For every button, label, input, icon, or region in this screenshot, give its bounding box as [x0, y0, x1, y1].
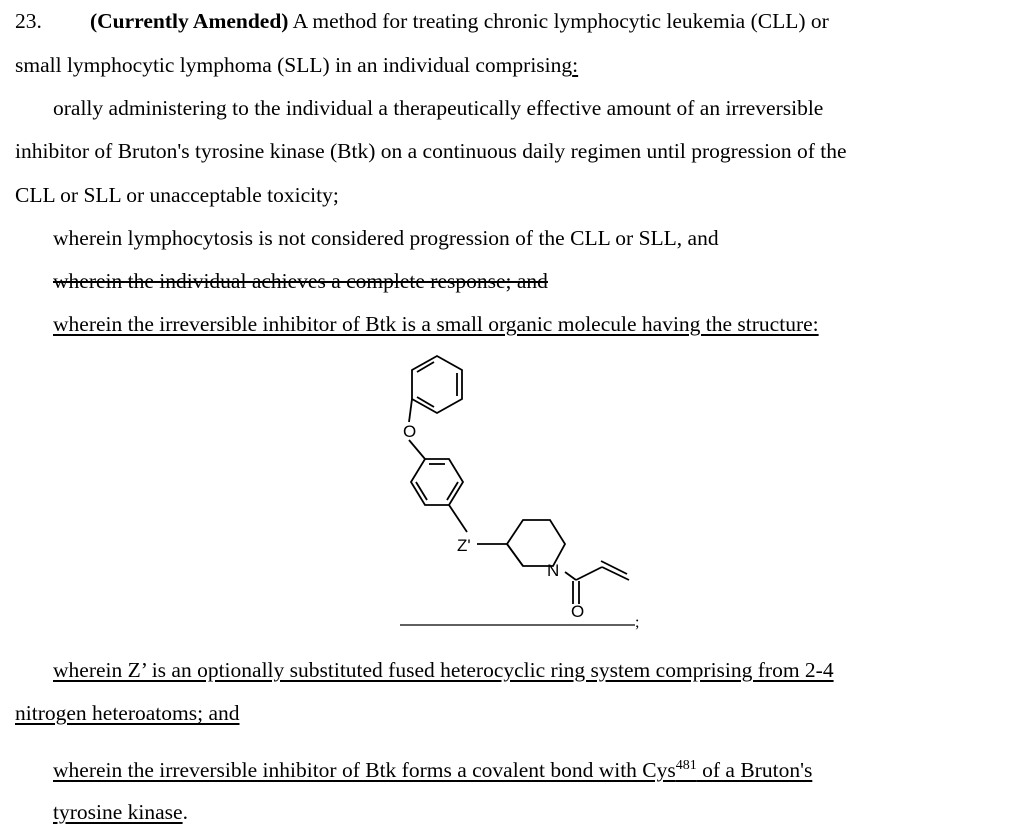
phenyl-ring-middle [411, 459, 463, 505]
covalent-pre-text: wherein the irreversible inhibitor of Btk forms a covalent bond with Cys [53, 758, 676, 782]
amendment-status: (Currently Amended) [90, 9, 289, 33]
step-line-2 [15, 136, 847, 166]
claim-preamble-part1: A method for treating chronic lymphocytic leukemia (CLL) or [288, 9, 829, 33]
z-definition-text-2: nitrogen heteroatoms; and [15, 701, 240, 725]
wherein-lymphocytosis-text: wherein lymphocytosis is not considered progression of the CLL or SLL, and [53, 226, 719, 250]
z-prime-label: Z' [457, 536, 471, 555]
added-structure-clause-text: wherein the irreversible inhibitor of Btk is a small organic molecule having the structure: [53, 312, 819, 336]
deleted-clause-text: wherein the individual achieves a complete response; and [53, 269, 548, 293]
cys-residue-number: 481 [675, 758, 697, 773]
structure-terminator: ; [635, 614, 640, 631]
z-definition-line-1 [53, 655, 834, 685]
step-text-3: CLL or SLL or unacceptable toxicity; [15, 183, 339, 207]
z-definition-text-1: wherein Z’ is an optionally substituted fused heterocyclic ring system comprising from 2-4 [53, 658, 834, 682]
wherein-lymphocytosis-clause [53, 223, 719, 253]
chemical-structure [395, 352, 655, 632]
inserted-colon: : [572, 53, 579, 77]
claim-first-line [15, 6, 829, 36]
nitrogen-label: N [547, 561, 560, 580]
step-line-3 [15, 180, 339, 210]
covalent-bond-clause-line-1 [53, 755, 812, 785]
step-line-1 [53, 93, 823, 123]
covalent-post-text: of a Bruton's [696, 758, 813, 782]
final-period: . [182, 800, 188, 824]
piperidine-ring [507, 520, 565, 566]
covalent-bond-text [53, 758, 812, 782]
carbonyl-oxygen-label: O [571, 602, 585, 621]
ether-oxygen-label: O [403, 422, 417, 441]
step-text-1: orally administering to the individual a therapeutically effective amount of an irreversible [53, 96, 824, 120]
claim-second-line [15, 50, 578, 80]
claim-preamble-part2: small lymphocytic lymphoma (SLL) in an individual comprising [15, 53, 573, 77]
covalent-bond-clause-line-2 [53, 797, 188, 827]
step-text-2: inhibitor of Bruton's tyrosine kinase (Btk) on a continuous daily regimen until progression of the [15, 139, 847, 163]
z-definition-line-2 [15, 698, 240, 728]
claim-number: 23. [15, 9, 42, 33]
phenyl-ring-top [412, 356, 462, 413]
deleted-clause [53, 266, 548, 296]
added-structure-clause [53, 309, 819, 339]
covalent-line-2-text: tyrosine kinase [53, 800, 183, 824]
